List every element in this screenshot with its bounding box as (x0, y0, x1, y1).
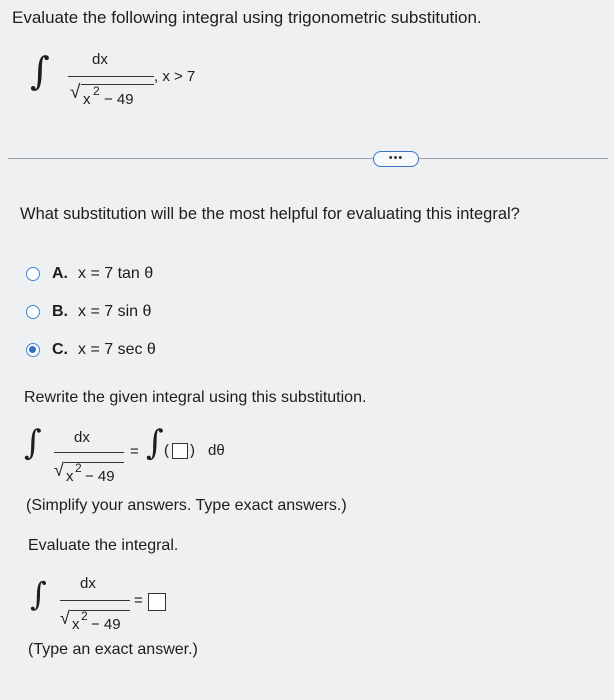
integral-numerator: dx (92, 51, 108, 68)
denominator-rest: − 49 (85, 468, 115, 485)
fraction-bar (60, 600, 130, 601)
option-c[interactable] (26, 341, 156, 359)
equals-sign: = (130, 443, 139, 460)
radical-overline (81, 84, 154, 85)
radical-sign: √ (54, 460, 64, 480)
option-a-letter: A. (52, 265, 68, 282)
integral-sign: ∫ (30, 49, 50, 93)
option-c-text: x = 7 sec θ (78, 341, 156, 358)
rewrite-integral (24, 420, 284, 490)
option-b-letter: B. (52, 303, 68, 320)
radio-option-c[interactable] (26, 343, 40, 357)
radical-overline (64, 462, 124, 463)
rewrite-note: (Simplify your answers. Type exact answers.) (26, 497, 347, 514)
fraction-bar (68, 76, 154, 77)
option-b-text: x = 7 sin θ (78, 303, 152, 320)
integral-numerator: dx (80, 575, 96, 592)
integrand-answer-box[interactable] (172, 443, 188, 459)
denominator-exponent: 2 (75, 461, 82, 475)
denominator-x: x (72, 616, 80, 633)
option-a-text: x = 7 tan θ (78, 265, 154, 282)
problem-title: Evaluate the following integral using trigonometric substitution. (12, 8, 482, 27)
denominator-rest: − 49 (91, 616, 121, 633)
section-divider (8, 158, 608, 159)
rewrite-prompt: Rewrite the given integral using this substitution. (24, 389, 367, 406)
denominator-exponent: 2 (81, 609, 88, 623)
integral-sign: ∫ (146, 423, 164, 463)
option-a[interactable] (26, 265, 153, 283)
close-paren: ) (190, 442, 195, 459)
open-paren: ( (164, 442, 169, 459)
radio-option-a[interactable] (26, 267, 40, 281)
problem-integral (30, 48, 230, 118)
radical-sign: √ (70, 82, 81, 103)
differential-dtheta: dθ (208, 442, 225, 459)
problem-condition: , x > 7 (154, 68, 196, 85)
radical-overline (70, 610, 130, 611)
equals-sign: = (134, 592, 143, 609)
denominator-exponent: 2 (93, 84, 100, 98)
radical-sign: √ (60, 608, 70, 628)
option-c-letter: C. (52, 341, 68, 358)
denominator-x: x (66, 468, 74, 485)
evaluate-note: (Type an exact answer.) (28, 641, 198, 658)
integral-sign: ∫ (24, 423, 42, 463)
option-b[interactable] (26, 303, 151, 321)
evaluate-integral (30, 572, 210, 642)
fraction-bar (54, 452, 124, 453)
integral-sign: ∫ (30, 575, 47, 613)
evaluate-prompt: Evaluate the integral. (28, 537, 179, 554)
denominator-x: x (83, 91, 91, 108)
expand-more-button[interactable]: ••• (373, 151, 419, 167)
radio-option-b[interactable] (26, 305, 40, 319)
integral-numerator: dx (74, 429, 90, 446)
final-answer-box[interactable] (148, 593, 166, 611)
denominator-rest: − 49 (104, 91, 134, 108)
substitution-question: What substitution will be the most helpful for evaluating this integral? (20, 205, 520, 223)
